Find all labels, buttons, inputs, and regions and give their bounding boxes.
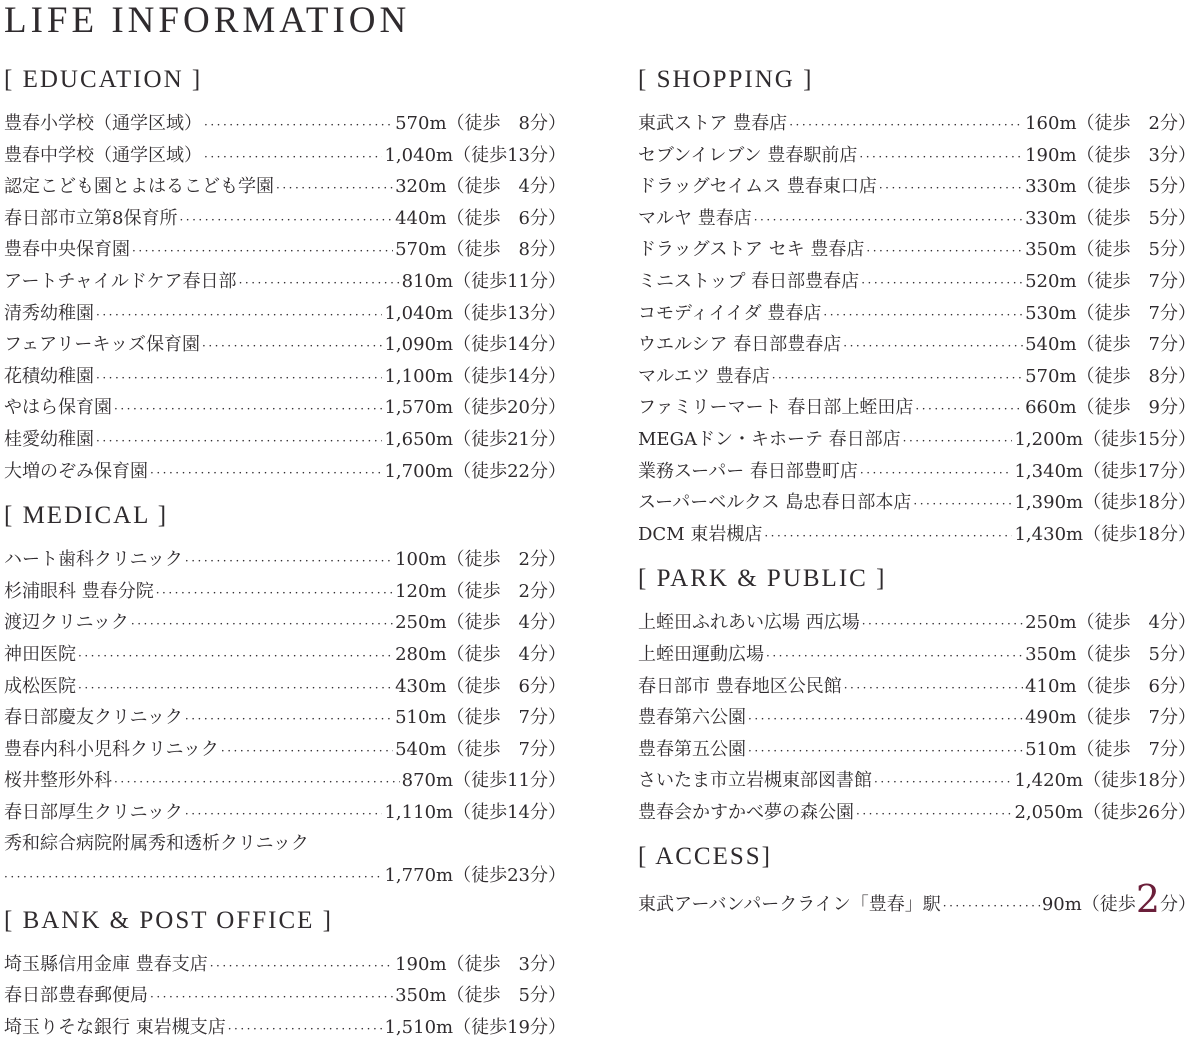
list-item — [4, 671, 566, 703]
facility-distance: 1,510m（徒歩19分） — [384, 1016, 566, 1038]
dot-leader — [96, 363, 382, 395]
list-item — [4, 203, 566, 235]
list-item — [638, 266, 1196, 298]
list-item — [4, 1012, 566, 1044]
facility-name: 秀和綜合病院附属秀和透析クリニック — [4, 833, 309, 855]
list-item — [4, 544, 566, 576]
facility-name: ミニストップ 春日部豊春店 — [638, 270, 860, 292]
dot-leader — [874, 767, 1012, 799]
facility-name: マルヤ 豊春店 — [638, 207, 752, 229]
section-title: [ EDUCATION ] — [4, 66, 203, 93]
section-park-and-public — [638, 563, 1196, 828]
facility-distance: 1,200m（徒歩15分） — [1014, 428, 1196, 450]
dot-leader — [879, 173, 1023, 205]
dot-leader — [131, 609, 393, 641]
facility-name: 桜井整形外科 — [4, 770, 112, 792]
facility-distance: 570m（徒歩 8分） — [395, 239, 566, 261]
facility-distance: 1,700m（徒歩22分） — [384, 460, 566, 482]
list-item — [4, 765, 566, 797]
facility-list — [4, 544, 566, 892]
facility-name: 豊春第五公園 — [638, 738, 746, 760]
facility-name: アートチャイルドケア春日部 — [4, 270, 237, 292]
dot-leader — [754, 205, 1023, 237]
dot-leader — [210, 951, 393, 983]
facility-distance: 570m（徒歩 8分） — [1025, 365, 1196, 387]
dot-leader — [239, 268, 400, 300]
dot-leader — [114, 767, 400, 799]
facility-list — [638, 607, 1196, 828]
facility-name: 豊春会かすかべ夢の森公園 — [638, 801, 854, 823]
dot-leader — [862, 609, 1023, 641]
dot-leader — [202, 331, 382, 363]
section-title: [ PARK & PUBLIC ] — [638, 565, 887, 593]
facility-name: 渡辺クリニック — [4, 612, 129, 634]
section-title: [ MEDICAL ] — [4, 502, 169, 530]
list-item — [4, 639, 566, 671]
facility-name: 大増のぞみ保育園 — [4, 460, 148, 482]
facility-name: ハート歯科クリニック — [4, 549, 183, 571]
section-access — [638, 841, 1196, 925]
dot-leader — [843, 331, 1023, 363]
facility-distance: 250m（徒歩 4分） — [395, 612, 566, 634]
list-item — [638, 671, 1196, 703]
list-item — [4, 607, 566, 639]
list-item — [4, 828, 566, 860]
list-item — [4, 140, 566, 172]
dot-leader — [276, 173, 393, 205]
facility-distance: 660m（徒歩 9分） — [1025, 397, 1196, 419]
facility-name: スーパーベルクス 島忠春日部本店 — [638, 492, 912, 514]
facility-distance: 120m（徒歩 2分） — [395, 580, 566, 602]
page-title: LIFE INFORMATION — [4, 0, 411, 41]
facility-name: 春日部市立第8保育所 — [4, 207, 178, 229]
list-item — [4, 298, 566, 330]
list-item — [4, 980, 566, 1012]
facility-name: 成松医院 — [4, 675, 76, 697]
facility-distance: 870m（徒歩11分） — [401, 770, 566, 792]
list-item — [638, 392, 1196, 424]
facility-distance: 440m（徒歩 6分） — [395, 207, 566, 229]
dot-leader — [185, 546, 393, 578]
list-item — [4, 234, 566, 266]
list-item — [638, 140, 1196, 172]
facility-name: 杉浦眼科 豊春分院 — [4, 580, 154, 602]
list-item — [4, 171, 566, 203]
dot-leader — [943, 886, 1040, 926]
facility-name: マルエツ 豊春店 — [638, 365, 770, 387]
facility-list — [638, 108, 1196, 550]
facility-distance: 540m（徒歩 7分） — [395, 738, 566, 760]
walk-minutes-highlight: 2 — [1135, 877, 1160, 922]
facility-name: 清秀幼稚園 — [4, 302, 94, 324]
list-item — [638, 456, 1196, 488]
dot-leader — [859, 142, 1023, 174]
facility-distance: 330m（徒歩 5分） — [1025, 176, 1196, 198]
dot-leader — [4, 862, 382, 894]
facility-distance: 1,430m（徒歩18分） — [1014, 523, 1196, 545]
facility-distance: 330m（徒歩 5分） — [1025, 207, 1196, 229]
facility-name: 春日部市 豊春地区公民館 — [638, 675, 842, 697]
facility-name: ウエルシア 春日部豊春店 — [638, 334, 842, 356]
list-item — [4, 329, 566, 361]
dot-leader — [150, 982, 393, 1014]
facility-distance: 570m（徒歩 8分） — [395, 113, 566, 134]
facility-name: セブンイレブン 豊春駅前店 — [638, 144, 858, 166]
facility-name: 上蛭田ふれあい広場 西広場 — [638, 612, 860, 634]
facility-name: フェアリーキッズ保育園 — [4, 334, 201, 356]
facility-name: 豊春内科小児科クリニック — [4, 738, 219, 760]
list-item — [638, 171, 1196, 203]
dot-leader — [866, 236, 1023, 268]
facility-list — [4, 108, 566, 487]
section-title: [ BANK & POST OFFICE ] — [4, 906, 333, 934]
facility-name: ファミリーマート 春日部上蛭田店 — [638, 397, 914, 419]
facility-distance: 510m（徒歩 7分） — [1025, 738, 1196, 760]
list-item — [4, 576, 566, 608]
list-item — [638, 424, 1196, 456]
facility-distance: 1,040m（徒歩13分） — [384, 302, 566, 324]
facility-distance: 520m（徒歩 7分） — [1025, 270, 1196, 292]
dot-leader — [204, 142, 382, 174]
list-item — [4, 361, 566, 393]
dot-leader — [78, 641, 393, 673]
dot-leader — [150, 458, 382, 490]
list-item — [638, 765, 1196, 797]
list-item — [4, 108, 566, 140]
dot-leader — [913, 489, 1012, 521]
section-shopping — [638, 64, 1196, 550]
dot-leader — [228, 1014, 383, 1046]
facility-distance: 490m（徒歩 7分） — [1025, 707, 1196, 729]
dot-leader — [179, 205, 393, 237]
facility-distance: 1,390m（徒歩18分） — [1014, 492, 1196, 514]
dot-leader — [748, 736, 1023, 768]
facility-distance: 350m（徒歩 5分） — [395, 985, 566, 1007]
dot-leader — [764, 521, 1012, 553]
facility-name: 埼玉縣信用金庫 豊春支店 — [4, 953, 208, 975]
dot-leader — [861, 268, 1023, 300]
list-item — [4, 392, 566, 424]
dot-leader — [844, 673, 1023, 705]
list-item — [638, 519, 1196, 551]
facility-distance: 190m（徒歩 3分） — [1025, 144, 1196, 166]
section-title: [ ACCESS] — [638, 843, 773, 871]
facility-name: 埼玉りそな銀行 東岩槻支店 — [4, 1016, 226, 1038]
list-item — [638, 298, 1196, 330]
facility-distance: 1,420m（徒歩18分） — [1014, 770, 1196, 792]
facility-distance: 280m（徒歩 4分） — [395, 643, 566, 665]
dot-leader — [132, 236, 393, 268]
facility-name: 豊春中学校（通学区域） — [4, 144, 202, 166]
facility-distance: 540m（徒歩 7分） — [1025, 334, 1196, 356]
list-item — [638, 702, 1196, 734]
list-item — [4, 424, 566, 456]
facility-distance: 1,570m（徒歩20分） — [384, 397, 566, 419]
facility-name: 認定こども園とよはるこども学園 — [4, 176, 274, 198]
list-item — [638, 797, 1196, 829]
dot-leader — [915, 394, 1023, 426]
station-distance — [1041, 877, 1196, 925]
facility-distance: 430m（徒歩 6分） — [395, 675, 566, 697]
facility-name: やはら保育園 — [4, 397, 112, 419]
facility-distance: 1,110m（徒歩14分） — [384, 801, 566, 823]
facility-distance: 350m（徒歩 5分） — [1025, 239, 1196, 261]
dot-leader — [856, 799, 1012, 831]
list-item — [638, 607, 1196, 639]
list-item — [4, 456, 566, 488]
dot-leader — [789, 110, 1023, 142]
facility-name: コモディイイダ 豊春店 — [638, 302, 822, 324]
facility-name: DCM 東岩槻店 — [638, 523, 763, 545]
section-bank-and-post-office — [4, 905, 566, 1044]
facility-name: ドラッグストア セキ 豊春店 — [638, 239, 865, 261]
facility-distance: 350m（徒歩 5分） — [1025, 643, 1196, 665]
left-column — [4, 64, 566, 1056]
facility-name: 豊春中央保育園 — [4, 239, 130, 261]
facility-distance: 160m（徒歩 2分） — [1025, 113, 1196, 134]
facility-distance: 1,090m（徒歩14分） — [384, 334, 566, 356]
access-item — [638, 877, 1196, 925]
facility-distance: 100m（徒歩 2分） — [395, 549, 566, 571]
dot-leader — [185, 704, 393, 736]
list-item — [4, 949, 566, 981]
facility-distance: 1,770m（徒歩23分） — [384, 865, 566, 887]
list-item — [4, 702, 566, 734]
list-item — [638, 329, 1196, 361]
facility-distance: 810m（徒歩11分） — [401, 270, 566, 292]
facility-distance: 1,040m（徒歩13分） — [384, 144, 566, 166]
facility-distance: 1,100m（徒歩14分） — [384, 365, 566, 387]
facility-name: さいたま市立岩槻東部図書館 — [638, 770, 872, 792]
section-medical — [4, 500, 566, 892]
facility-distance: 510m（徒歩 7分） — [395, 707, 566, 729]
facility-distance: 1,650m（徒歩21分） — [384, 428, 566, 450]
dot-leader — [772, 363, 1023, 395]
facility-name: 春日部慶友クリニック — [4, 707, 183, 729]
facility-name: MEGAドン・キホーテ 春日部店 — [638, 428, 901, 450]
dot-leader — [96, 426, 382, 458]
dot-leader — [823, 300, 1023, 332]
dot-leader — [221, 736, 393, 768]
facility-name: 神田医院 — [4, 643, 76, 665]
section-title: [ SHOPPING ] — [638, 66, 814, 93]
facility-distance: 410m（徒歩 6分） — [1025, 675, 1196, 697]
facility-distance: 530m（徒歩 7分） — [1025, 302, 1196, 324]
dot-leader — [903, 426, 1013, 458]
facility-name: 上蛭田運動広場 — [638, 643, 764, 665]
dot-leader — [204, 110, 393, 142]
dot-leader — [185, 799, 383, 831]
facility-list — [4, 949, 566, 1044]
dot-leader — [748, 704, 1023, 736]
list-item — [4, 797, 566, 829]
facility-distance: 2,050m（徒歩26分） — [1014, 801, 1196, 823]
list-item — [638, 734, 1196, 766]
list-item — [4, 734, 566, 766]
facility-name: 春日部豊春郵便局 — [4, 985, 148, 1007]
facility-name: 業務スーパー 春日部豊町店 — [638, 460, 858, 482]
facility-distance: 1,340m（徒歩17分） — [1014, 460, 1196, 482]
facility-name: 豊春第六公園 — [638, 707, 746, 729]
distance-suffix: 分） — [1160, 894, 1196, 916]
list-item — [638, 108, 1196, 140]
dot-leader — [96, 300, 382, 332]
dot-leader — [78, 673, 393, 705]
right-column — [638, 64, 1196, 938]
facility-distance: 320m（徒歩 4分） — [395, 176, 566, 198]
list-item — [638, 639, 1196, 671]
facility-distance: 190m（徒歩 3分） — [395, 953, 566, 975]
list-item-continuation — [4, 860, 566, 892]
list-item — [638, 361, 1196, 393]
facility-name: 桂愛幼稚園 — [4, 428, 94, 450]
list-item — [638, 203, 1196, 235]
facility-name: ドラッグセイムス 豊春東口店 — [638, 176, 877, 198]
dot-leader — [766, 641, 1023, 673]
dot-leader — [860, 458, 1013, 490]
dot-leader — [156, 578, 393, 610]
station-name: 東武アーバンパークライン「豊春」駅 — [638, 894, 941, 916]
facility-name: 春日部厚生クリニック — [4, 801, 183, 823]
dot-leader — [114, 394, 382, 426]
list-item — [638, 487, 1196, 519]
list-item — [638, 234, 1196, 266]
facility-distance: 250m（徒歩 4分） — [1025, 612, 1196, 634]
list-item — [4, 266, 566, 298]
facility-name: 花積幼稚園 — [4, 365, 94, 387]
facility-name: 東武ストア 豊春店 — [638, 113, 788, 134]
facility-name: 豊春小学校（通学区域） — [4, 113, 202, 134]
distance-prefix: 90m（徒歩 — [1041, 894, 1136, 916]
section-education — [4, 64, 566, 487]
facility-list — [638, 877, 1196, 925]
